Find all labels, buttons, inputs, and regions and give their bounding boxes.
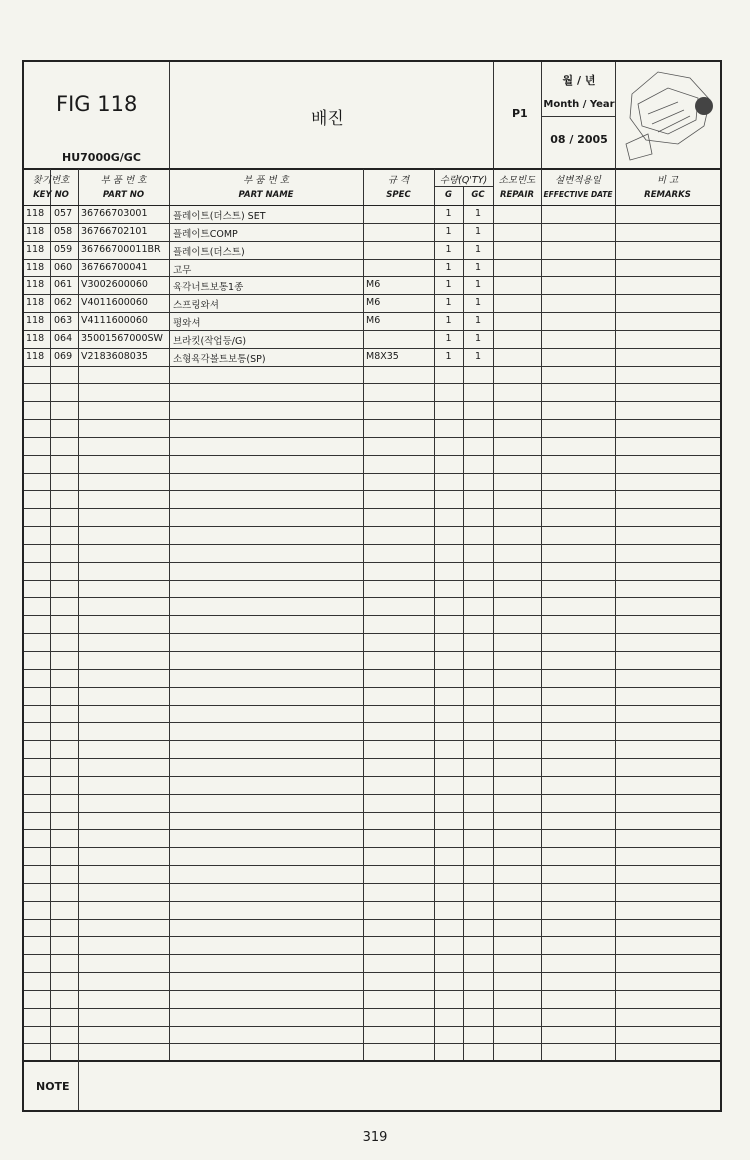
row-key-number: 061 <box>54 279 73 291</box>
row-part-number: 36766700011BR <box>81 243 161 255</box>
row-part-number: 35001567000SW <box>81 332 163 344</box>
row-qty-g: 1 <box>445 279 452 291</box>
col-key-ko: 찾기번호 <box>32 175 70 186</box>
row-part-name: 평와셔 <box>173 318 201 330</box>
row-part-name: 브라킷(작업등/G) <box>173 335 247 347</box>
row-part-number: V2183608035 <box>81 350 148 362</box>
row-fig-number: 118 <box>26 332 45 344</box>
row-qty-gc: 1 <box>474 208 482 219</box>
issue-date: 08 / 2005 <box>550 133 608 146</box>
row-key-number: 057 <box>54 208 73 219</box>
page-code: P1 <box>512 107 528 120</box>
row-qty-g: 1 <box>445 297 452 309</box>
col-rem-ko: 비 고 <box>656 175 679 186</box>
row-fig-number: 118 <box>26 279 45 291</box>
month-year-en: Month / Year <box>543 99 615 110</box>
row-key-number: 059 <box>54 243 73 255</box>
col-part-ko: 부 품 번 호 <box>100 175 147 186</box>
model-name: HU7000G/GC <box>62 151 141 164</box>
col-part-en: PART NO <box>102 190 145 200</box>
row-qty-g: 1 <box>445 208 452 219</box>
col-name-ko: 부 품 번 호 <box>243 175 289 186</box>
col-qty-gc: GC <box>471 190 485 200</box>
col-eff-en: EFFECTIVE DATE <box>543 190 613 199</box>
parts-list-sheet <box>22 60 722 1112</box>
row-part-name: 고무 <box>173 264 192 276</box>
row-key-number: 060 <box>54 261 73 273</box>
col-repair-en: REPAIR <box>499 190 535 200</box>
col-qty-ko: 수량(Q'TY) <box>439 175 488 186</box>
row-part-number: V4111600060 <box>81 315 148 327</box>
row-spec: M6 <box>366 279 381 291</box>
row-part-number: V4011600060 <box>81 297 148 309</box>
col-eff-ko: 설변적용일 <box>555 175 601 186</box>
machine-thumbnail <box>618 64 722 168</box>
row-qty-gc: 1 <box>474 243 482 255</box>
row-part-number: 36766700041 <box>81 261 148 273</box>
row-qty-gc: 1 <box>474 315 482 327</box>
row-qty-g: 1 <box>445 261 452 273</box>
row-part-number: 36766703001 <box>81 208 148 219</box>
col-qty-g: G <box>445 190 452 200</box>
fig-number: FIG 118 <box>56 92 138 116</box>
row-spec: M6 <box>366 297 381 309</box>
row-part-number: V3002600060 <box>81 279 148 291</box>
row-spec: M6 <box>366 315 381 327</box>
row-qty-g: 1 <box>445 243 452 255</box>
row-key-number: 063 <box>54 315 73 327</box>
row-key-number: 062 <box>54 297 73 309</box>
row-qty-g: 1 <box>445 315 452 327</box>
row-fig-number: 118 <box>26 208 45 219</box>
col-repair-ko: 소모빈도 <box>498 175 536 186</box>
row-qty-gc: 1 <box>474 261 482 273</box>
col-spec-ko: 규 격 <box>387 175 410 186</box>
row-key-number: 064 <box>54 332 73 344</box>
row-qty-gc: 1 <box>474 279 482 291</box>
row-fig-number: 118 <box>26 315 45 327</box>
row-qty-g: 1 <box>445 350 452 362</box>
row-key-number: 069 <box>54 350 73 362</box>
col-key-en: KEY NO <box>33 190 69 200</box>
row-fig-number: 118 <box>26 350 45 362</box>
row-part-name: 소형육각볼트보통(SP) <box>173 353 266 365</box>
row-part-name: 플레이트COMP <box>173 228 238 240</box>
row-qty-g: 1 <box>445 225 452 237</box>
row-spec: M8X35 <box>366 350 399 362</box>
col-spec-en: SPEC <box>386 190 411 200</box>
row-part-name: 스프링와셔 <box>173 300 219 312</box>
row-fig-number: 118 <box>26 225 45 237</box>
note-label: NOTE <box>36 1080 70 1093</box>
row-fig-number: 118 <box>26 243 45 255</box>
col-name-en: PART NAME <box>238 190 294 200</box>
row-part-name: 육각너트보통1종 <box>173 282 244 294</box>
row-qty-gc: 1 <box>474 297 482 309</box>
row-part-name: 플레이트(더스트) <box>173 246 245 258</box>
row-qty-gc: 1 <box>474 332 482 344</box>
row-qty-g: 1 <box>445 332 452 344</box>
col-rem-en: REMARKS <box>644 190 691 200</box>
row-fig-number: 118 <box>26 261 45 273</box>
row-qty-gc: 1 <box>474 225 482 237</box>
page-title: 배진 <box>311 109 344 129</box>
row-part-number: 36766702101 <box>81 225 148 237</box>
row-key-number: 058 <box>54 225 73 237</box>
page-number: 319 <box>362 1130 388 1145</box>
row-fig-number: 118 <box>26 297 45 309</box>
month-year-ko: 월 / 년 <box>562 74 596 87</box>
row-part-name: 플레이트(더스트) SET <box>173 211 266 222</box>
row-qty-gc: 1 <box>474 350 482 362</box>
